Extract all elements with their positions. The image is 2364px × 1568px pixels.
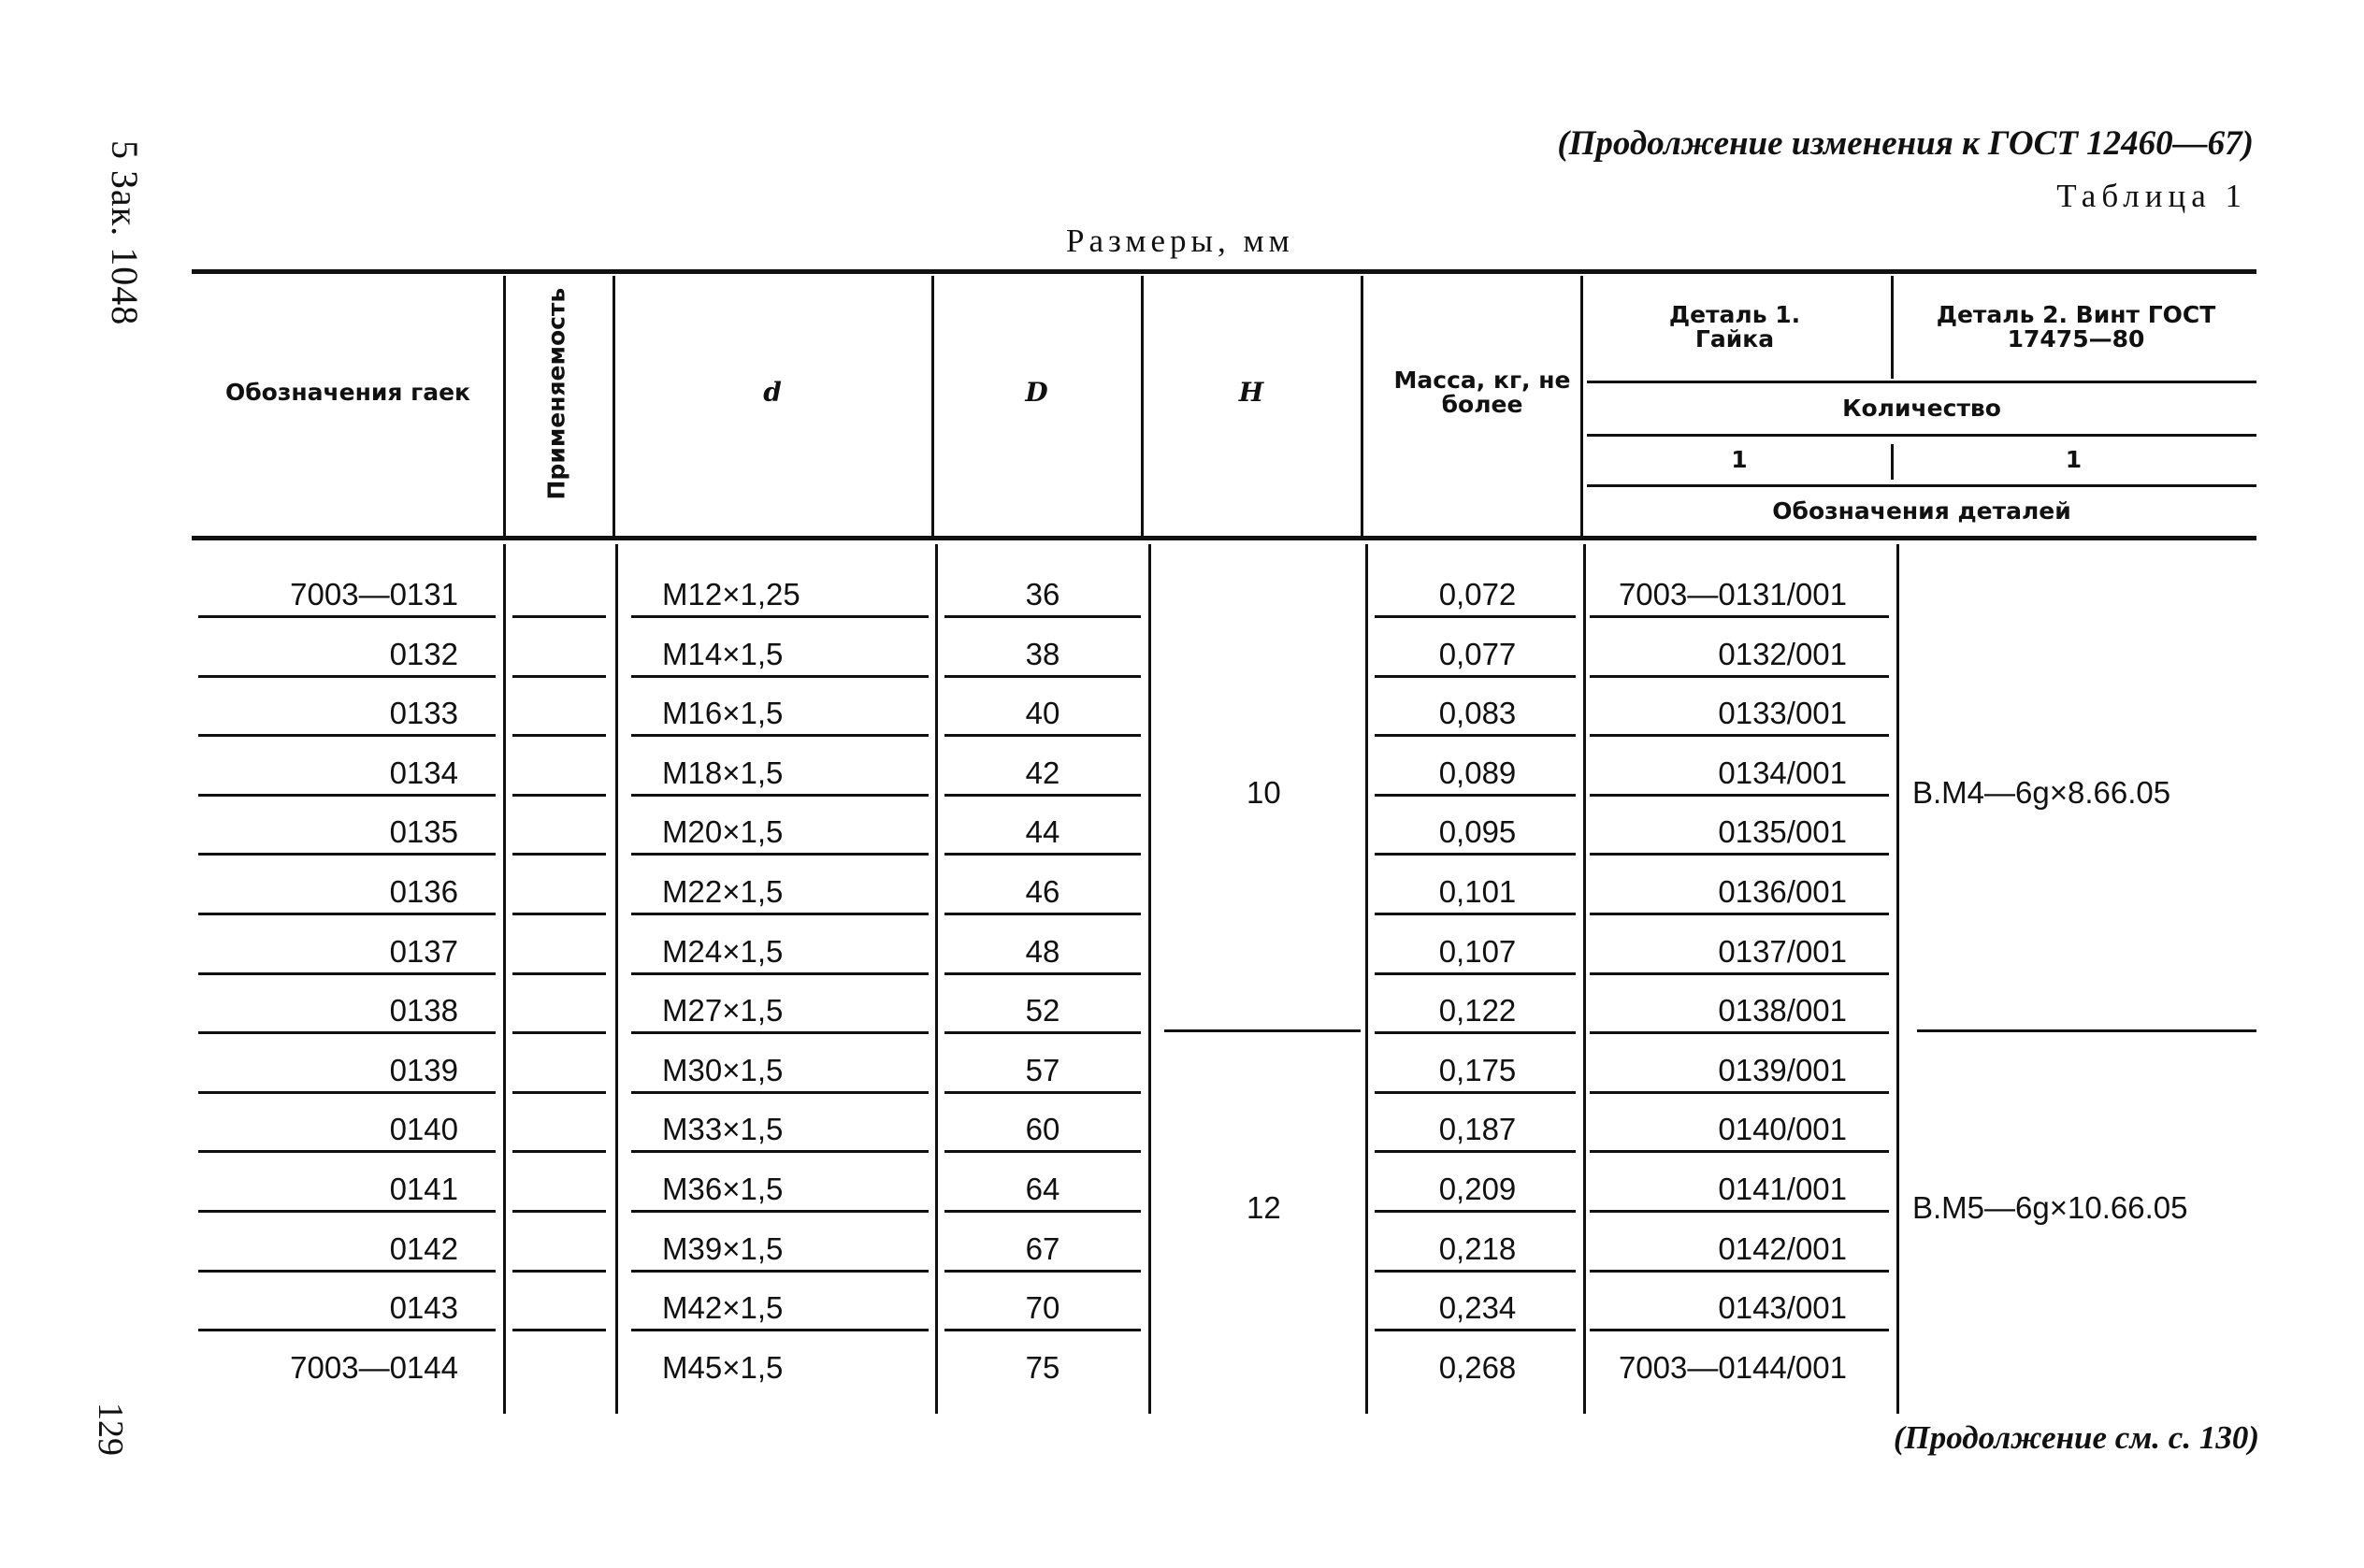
- cell-part1: 0141/001: [1718, 1172, 1847, 1206]
- group-separator-part2: [1917, 1029, 2256, 1032]
- cell-D: 44: [1025, 814, 1060, 849]
- cell-mass: 0,268: [1438, 1350, 1517, 1385]
- cell-part1: 0135/001: [1718, 814, 1847, 849]
- cell-mass: 0,072: [1438, 577, 1517, 611]
- cell-d: M12×1,25: [662, 577, 800, 611]
- col-header-part2: Деталь 2. Винт ГОСТ 17475—80: [1936, 301, 2216, 352]
- cell-part1: 7003—0144/001: [1618, 1350, 1847, 1385]
- row-underline: [944, 734, 1141, 737]
- row-underline: [944, 615, 1141, 618]
- header-subrule: [1587, 381, 2256, 383]
- row-underline: [1375, 675, 1576, 678]
- cell-designation: 0135: [389, 814, 458, 849]
- cell-part1: 0139/001: [1718, 1053, 1847, 1087]
- cell-d: M14×1,5: [662, 637, 784, 671]
- cell-designation: 0134: [389, 755, 458, 790]
- group-H-10: 10: [1247, 775, 1281, 810]
- row-underline: [198, 734, 496, 737]
- applicability-underline: [512, 1031, 606, 1034]
- row-underline: [1590, 1031, 1889, 1034]
- applicability-underline: [512, 972, 606, 975]
- body-divider: [1583, 544, 1586, 1414]
- row-underline: [631, 794, 929, 797]
- header-divider: [1891, 276, 1894, 379]
- cell-d: M27×1,5: [662, 993, 784, 1028]
- body-divider: [935, 544, 938, 1414]
- cell-D: 67: [1025, 1231, 1060, 1266]
- row-underline: [198, 853, 496, 856]
- cell-mass: 0,218: [1438, 1231, 1517, 1266]
- cell-d: M42×1,5: [662, 1290, 784, 1325]
- applicability-underline: [512, 734, 606, 737]
- cell-d: M30×1,5: [662, 1053, 784, 1087]
- row-underline: [631, 1091, 929, 1094]
- col-header-applicability: Применяемость: [542, 287, 570, 500]
- col-header-qty2: 1: [2065, 446, 2083, 473]
- order-number: 5 Зак. 1048: [104, 140, 146, 326]
- row-underline: [944, 853, 1141, 856]
- applicability-underline: [512, 853, 606, 856]
- header-divider: [1580, 276, 1583, 536]
- group-part2-2: B.M5—6g×10.66.05: [1912, 1190, 2188, 1225]
- cell-designation: 0139: [389, 1053, 458, 1087]
- cell-designation: 0143: [389, 1290, 458, 1325]
- applicability-underline: [512, 1270, 606, 1273]
- cell-part1: 0136/001: [1718, 874, 1847, 909]
- row-underline: [1590, 1150, 1889, 1153]
- cell-D: 64: [1025, 1172, 1060, 1206]
- col-header-D-outer: D: [1025, 377, 1048, 408]
- row-underline: [944, 1210, 1141, 1213]
- row-underline: [631, 1210, 929, 1213]
- group-separator-H: [1164, 1029, 1361, 1032]
- cell-designation: 7003—0144: [290, 1350, 458, 1385]
- row-underline: [1375, 1091, 1576, 1094]
- row-underline: [198, 615, 496, 618]
- col-header-qty1: 1: [1731, 446, 1748, 473]
- applicability-underline: [512, 675, 606, 678]
- body-divider: [503, 544, 506, 1414]
- row-underline: [198, 794, 496, 797]
- cell-d: M22×1,5: [662, 874, 784, 909]
- cell-designation: 7003—0131: [290, 577, 458, 611]
- cell-d: M20×1,5: [662, 814, 784, 849]
- applicability-underline: [512, 1091, 606, 1094]
- row-underline: [1590, 1091, 1889, 1094]
- cell-part1: 0137/001: [1718, 934, 1847, 969]
- row-underline: [631, 615, 929, 618]
- row-underline: [198, 1150, 496, 1153]
- row-underline: [198, 1031, 496, 1034]
- row-underline: [944, 1329, 1141, 1331]
- row-underline: [631, 972, 929, 975]
- row-underline: [1590, 734, 1889, 737]
- cell-D: 60: [1025, 1112, 1060, 1146]
- table-label: Таблица 1: [2056, 178, 2247, 214]
- header-divider: [503, 276, 506, 536]
- row-underline: [1375, 1210, 1576, 1213]
- row-underline: [631, 913, 929, 915]
- row-underline: [944, 794, 1141, 797]
- col-header-d: d: [763, 377, 782, 408]
- cell-part1: 0140/001: [1718, 1112, 1847, 1146]
- row-underline: [198, 1329, 496, 1331]
- row-underline: [631, 1150, 929, 1153]
- col-header-quantity: Количество: [1842, 395, 2001, 422]
- body-divider: [1896, 544, 1899, 1414]
- cell-designation: 0133: [389, 696, 458, 730]
- applicability-underline: [512, 794, 606, 797]
- cell-d: M45×1,5: [662, 1350, 784, 1385]
- cell-designation: 0142: [389, 1231, 458, 1266]
- header-divider: [1361, 276, 1363, 536]
- header-subrule: [1587, 484, 2256, 487]
- row-underline: [1375, 972, 1576, 975]
- cell-part1: 0132/001: [1718, 637, 1847, 671]
- row-underline: [1590, 1270, 1889, 1273]
- row-underline: [1375, 1270, 1576, 1273]
- body-divider: [1148, 544, 1151, 1414]
- cell-D: 70: [1025, 1290, 1060, 1325]
- cell-mass: 0,122: [1438, 993, 1517, 1028]
- row-underline: [1590, 675, 1889, 678]
- cell-designation: 0138: [389, 993, 458, 1028]
- row-underline: [198, 1210, 496, 1213]
- col-header-H: H: [1238, 377, 1264, 408]
- cell-D: 75: [1025, 1350, 1060, 1385]
- header-subrule: [1587, 434, 2256, 437]
- cell-D: 57: [1025, 1053, 1060, 1087]
- row-underline: [631, 853, 929, 856]
- cell-designation: 0137: [389, 934, 458, 969]
- row-underline: [1375, 1031, 1576, 1034]
- cell-designation: 0136: [389, 874, 458, 909]
- body-divider: [615, 544, 618, 1414]
- cell-d: M16×1,5: [662, 696, 784, 730]
- row-underline: [1590, 913, 1889, 915]
- row-underline: [631, 675, 929, 678]
- row-underline: [944, 1031, 1141, 1034]
- col-header-part-designations: Обозначения деталей: [1772, 497, 2071, 525]
- row-underline: [198, 675, 496, 678]
- table-header-bottom-rule: [192, 536, 2256, 540]
- row-underline: [631, 1329, 929, 1331]
- cell-d: M36×1,5: [662, 1172, 784, 1206]
- cell-part1: 7003—0131/001: [1618, 577, 1847, 611]
- cell-D: 46: [1025, 874, 1060, 909]
- cell-d: M33×1,5: [662, 1112, 784, 1146]
- table-top-rule: [192, 269, 2256, 274]
- applicability-underline: [512, 615, 606, 618]
- row-underline: [1590, 853, 1889, 856]
- applicability-underline: [512, 1150, 606, 1153]
- row-underline: [198, 972, 496, 975]
- row-underline: [631, 734, 929, 737]
- cell-mass: 0,089: [1438, 755, 1517, 790]
- page-number: 129: [91, 1403, 130, 1456]
- row-underline: [1375, 1150, 1576, 1153]
- cell-designation: 0140: [389, 1112, 458, 1146]
- row-underline: [198, 1270, 496, 1273]
- row-underline: [631, 1031, 929, 1034]
- cell-D: 36: [1025, 577, 1060, 611]
- dimensions-label: Размеры, мм: [1066, 223, 1294, 259]
- cell-mass: 0,095: [1438, 814, 1517, 849]
- row-underline: [1590, 794, 1889, 797]
- row-underline: [944, 913, 1141, 915]
- cell-d: M18×1,5: [662, 755, 784, 790]
- body-divider: [1365, 544, 1368, 1414]
- row-underline: [1590, 615, 1889, 618]
- row-underline: [198, 1091, 496, 1094]
- cell-designation: 0141: [389, 1172, 458, 1206]
- row-underline: [944, 1270, 1141, 1273]
- applicability-underline: [512, 1329, 606, 1331]
- col-header-part1: Деталь 1. Гайка: [1668, 301, 1801, 352]
- row-underline: [198, 913, 496, 915]
- row-underline: [1375, 794, 1576, 797]
- applicability-underline: [512, 913, 606, 915]
- row-underline: [944, 972, 1141, 975]
- row-underline: [1375, 913, 1576, 915]
- cell-D: 48: [1025, 934, 1060, 969]
- row-underline: [1375, 853, 1576, 856]
- row-underline: [1375, 1329, 1576, 1331]
- cell-part1: 0143/001: [1718, 1290, 1847, 1325]
- cell-part1: 0133/001: [1718, 696, 1847, 730]
- row-underline: [1590, 1329, 1889, 1331]
- cell-D: 40: [1025, 696, 1060, 730]
- row-underline: [944, 1150, 1141, 1153]
- cell-part1: 0142/001: [1718, 1231, 1847, 1266]
- cell-mass: 0,234: [1438, 1290, 1517, 1325]
- row-underline: [1590, 972, 1889, 975]
- cell-designation: 0132: [389, 637, 458, 671]
- group-H-12: 12: [1247, 1190, 1281, 1225]
- applicability-underline: [512, 1210, 606, 1213]
- cell-mass: 0,187: [1438, 1112, 1517, 1146]
- row-underline: [631, 1270, 929, 1273]
- group-part2-1: B.M4—6g×8.66.05: [1912, 775, 2171, 810]
- cell-d: M39×1,5: [662, 1231, 784, 1266]
- cell-mass: 0,077: [1438, 637, 1517, 671]
- cell-part1: 0134/001: [1718, 755, 1847, 790]
- cell-mass: 0,107: [1438, 934, 1517, 969]
- cell-mass: 0,101: [1438, 874, 1517, 909]
- col-header-designation: Обозначения гаек: [224, 379, 471, 406]
- cell-D: 38: [1025, 637, 1060, 671]
- cell-mass: 0,175: [1438, 1053, 1517, 1087]
- col-header-mass: Масса, кг, не более: [1393, 367, 1571, 418]
- cell-mass: 0,083: [1438, 696, 1517, 730]
- row-underline: [1375, 615, 1576, 618]
- cell-mass: 0,209: [1438, 1172, 1517, 1206]
- row-underline: [944, 1091, 1141, 1094]
- row-underline: [1590, 1210, 1889, 1213]
- row-underline: [944, 675, 1141, 678]
- cell-D: 42: [1025, 755, 1060, 790]
- continuation-header: (Продолжение изменения к ГОСТ 12460—67): [1557, 124, 2254, 163]
- cell-part1: 0138/001: [1718, 993, 1847, 1028]
- continuation-footer: (Продолжение см. с. 130): [1893, 1419, 2259, 1456]
- cell-d: M24×1,5: [662, 934, 784, 969]
- cell-D: 52: [1025, 993, 1060, 1028]
- row-underline: [1375, 734, 1576, 737]
